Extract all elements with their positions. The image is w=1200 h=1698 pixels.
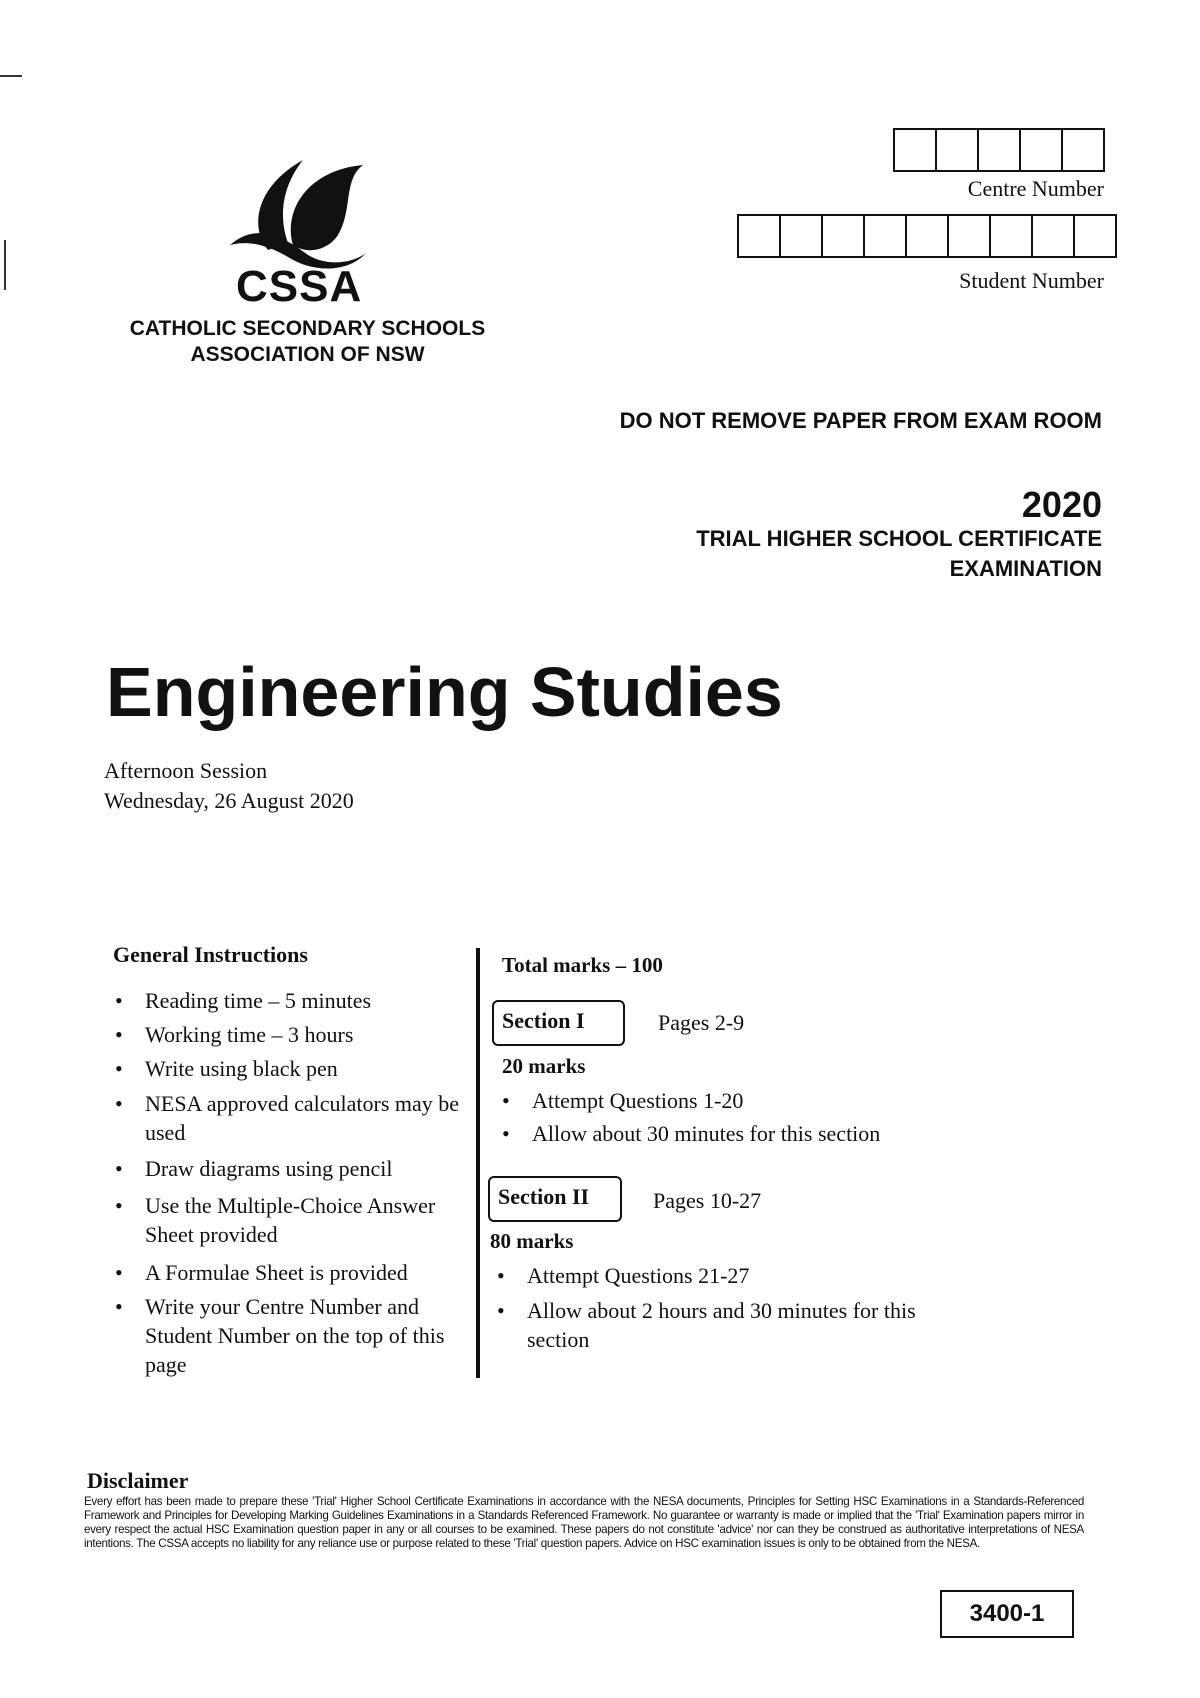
exam-type-line-1: TRIAL HIGHER SCHOOL CERTIFICATE [696,526,1102,551]
scan-mark [4,240,6,290]
section-1-box: Section I [492,1000,625,1046]
exam-type [696,524,1102,584]
instruction-item: • Working time – 3 hours [115,1022,354,1047]
org-line-2: ASSOCIATION OF NSW [190,343,425,366]
digit-box[interactable] [737,214,781,258]
digit-box[interactable] [893,128,937,172]
session: Afternoon Session [104,758,268,783]
instruction-item: • Reading time – 5 minutes [115,988,372,1013]
section-1-pages: Pages 2-9 [658,1010,745,1035]
exam-date: Wednesday, 26 August 2020 [104,788,354,813]
scan-mark [0,75,22,77]
digit-box[interactable] [947,214,991,258]
section-1-item: • Attempt Questions 1-20 [502,1088,744,1113]
digit-box[interactable] [1031,214,1075,258]
instruction-item: • Draw diagrams using pencil [115,1156,393,1181]
centre-number-boxes[interactable] [895,128,1105,170]
student-number-label: Student Number [959,268,1104,293]
centre-number-label: Centre Number [967,176,1104,201]
instructions-heading: General Instructions [113,942,308,967]
digit-box[interactable] [989,214,1033,258]
digit-box[interactable] [779,214,823,258]
digit-box[interactable] [935,128,979,172]
section-2-pages: Pages 10-27 [653,1188,762,1213]
digit-box[interactable] [863,214,907,258]
section-2-item: • Allow about 2 hours and 30 minutes for this section [497,1298,916,1352]
instruction-item: • Use the Multiple-Choice Answer Sheet provided [115,1193,436,1247]
page-title: Engineering Studies [106,653,783,731]
paper-code: 3400-1 [940,1590,1074,1638]
instruction-item: • Write your Centre Number and Student Number on the top of this page [115,1294,445,1377]
student-number-boxes[interactable] [739,214,1117,256]
digit-box[interactable] [1019,128,1063,172]
exam-year: 2020 [1021,484,1102,525]
digit-box[interactable] [821,214,865,258]
section-1-item: • Allow about 30 minutes for this section [502,1121,881,1146]
column-divider [476,948,480,1378]
org-line-1: CATHOLIC SECONDARY SCHOOLS [129,317,486,340]
disclaimer-text: Every effort has been made to prepare these 'Trial' Higher School Certificate Examinations in accordance with the NESA documents, Principles for Setting HSC Examinations in a Standards-Referenced Framework and Principles for Developing Marking Guidelines Examinations in a Standards Referenced Framework. No guarantee or warranty is made or implied that the 'Trial' Examination papers mirror in every respect the actual HSC Examination question paper in any or all courses to be examined. These papers do not constitute 'advice' nor can they be construed as authoritative interpretations of NESA intentions. The CSSA accepts no liability for any reliance use or purpose related to these 'Trial' question papers. Advice on HSC examination issues is only to be obtained from the NESA. [84,1495,1084,1550]
cssa-logo-icon [228,155,368,270]
instruction-item: • Write using black pen [115,1056,338,1081]
instruction-item: • NESA approved calculators may be used [115,1091,460,1145]
total-marks: Total marks – 100 [502,953,663,977]
disclaimer-heading: Disclaimer [87,1468,189,1493]
digit-box[interactable] [977,128,1021,172]
exam-type-line-2: EXAMINATION [949,556,1102,581]
section-2-marks: 80 marks [490,1229,574,1253]
organisation-name [115,316,500,368]
do-not-remove-warning: DO NOT REMOVE PAPER FROM EXAM ROOM [619,408,1102,433]
section-2-box: Section II [488,1176,622,1222]
instruction-item: • A Formulae Sheet is provided [115,1260,408,1285]
logo-text: CSSA [236,262,363,311]
digit-box[interactable] [1073,214,1117,258]
section-1-marks: 20 marks [502,1054,586,1078]
session-info [104,756,354,816]
digit-box[interactable] [1061,128,1105,172]
section-2-item: • Attempt Questions 21-27 [497,1263,750,1288]
digit-box[interactable] [905,214,949,258]
